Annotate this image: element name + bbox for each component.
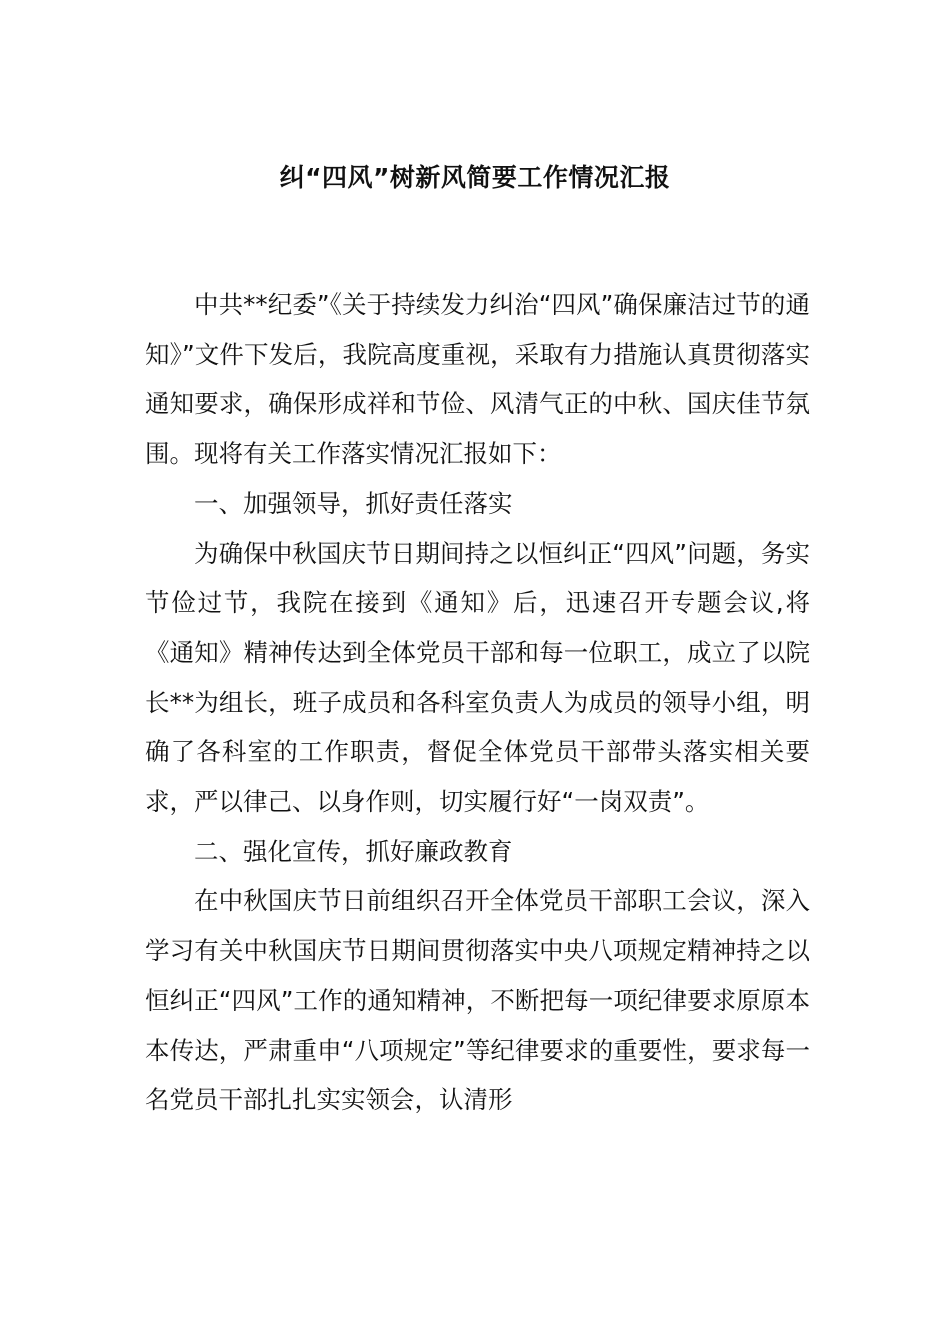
paragraph-section-2: 在中秋国庆节日前组织召开全体党员干部职工会议，深入学习有关中秋国庆节日期间贯彻落实中央八项规定精神持之以恒纠正“四风”工作的通知精神，不断把每一项纪律要求原原本本传达，严肃重申“八项规定”等纪律要求的重要性，要求每一名党员干部扎扎实实领会，认清形 bbox=[145, 886, 810, 1115]
paragraph-intro: 中共**纪委”《关于持续发力纠治“四风”确保廉洁过节的通知》”文件下发后，我院高度重视，采取有力措施认真贯彻落实通知要求，确保形成祥和节俭、风清气正的中秋、国庆佳节氛围。现将有关工作落实情况汇报如下： bbox=[145, 290, 810, 469]
document-title: 纠“四风”树新风简要工作情况汇报 bbox=[279, 163, 671, 192]
section-heading-2: 二、强化宣传，抓好廉政教育 bbox=[194, 836, 513, 866]
section-heading-1: 一、加强领导，抓好责任落实 bbox=[194, 488, 513, 518]
paragraph-section-1: 为确保中秋国庆节日期间持之以恒纠正“四风”问题，务实节俭过节，我院在接到《通知》后，迅速召开专题会议,将《通知》精神传达到全体党员干部和每一位职工，成立了以院长**为组长，班子成员和各科室负责人为成员的领导小组，明确了各科室的工作职责，督促全体党员干部带头落实相关要求，严以律己、以身作则，切实履行好“一岗双责”。 bbox=[145, 538, 810, 817]
document-body bbox=[145, 280, 810, 1125]
